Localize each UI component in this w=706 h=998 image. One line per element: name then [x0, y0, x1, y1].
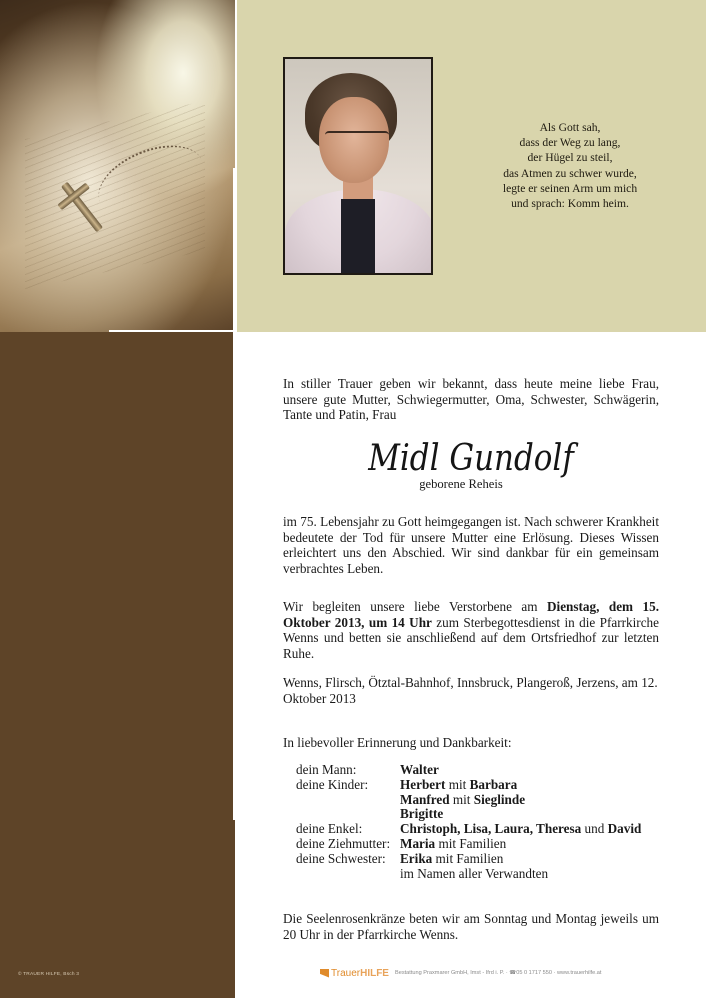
family-name: Brigitte [400, 806, 444, 822]
rosary-note: Die Seelenrosenkränze beten wir am Sonntag und Montag jeweils um 20 Uhr in der Pfarrkirche Wenns. [283, 911, 659, 942]
family-label: deine Ziehmutter: [296, 835, 391, 851]
family-row-sister [296, 852, 676, 867]
family-name: Walter [400, 762, 439, 777]
deceased-name-block [283, 438, 659, 492]
death-paragraph: im 75. Lebensjahr zu Gott heimgegangen ist. Nach schwerer Krankheit bedeutete der Tod für unsere Mutter eine Erlösung. Dieses Wissen erleichtert uns den Abschied. Wir sind dankbar für ein gemeinsam verbrachtes Leben. [283, 514, 659, 576]
brown-side-panel [0, 332, 235, 998]
cross-divider-vertical [233, 168, 235, 820]
family-name: Christoph, Lisa, Laura, Theresa [400, 821, 582, 837]
poem-line: und sprach: Komm heim. [511, 197, 629, 211]
family-list [296, 763, 676, 881]
poem-line: dass der Weg zu lang, [519, 136, 621, 150]
family-name: Sieglinde [473, 791, 526, 807]
footer-brand [320, 967, 601, 979]
family-name: Herbert [400, 776, 446, 792]
family-label-empty [296, 807, 400, 822]
family-label: deine Enkel: [296, 821, 363, 837]
deceased-portrait [283, 57, 433, 275]
poem-line: der Hügel zu steil, [527, 151, 613, 165]
family-label: deine Schwester: [296, 850, 386, 866]
places-and-date: Wenns, Flirsch, Ötztal-Bahnhof, Innsbruck, Plangeroß, Jerzens, am 12. Oktober 2013 [283, 675, 658, 706]
family-connector: mit Familien [432, 850, 504, 866]
family-connector: mit [445, 776, 470, 792]
family-label: dein Mann: [296, 762, 357, 777]
family-connector: und [581, 821, 608, 837]
footer-copyright: © TRAUER HILFE, Bsch 3 [18, 972, 80, 977]
poem-line: legte er seinen Arm um mich [502, 181, 638, 195]
cross-divider-horizontal [109, 330, 233, 332]
family-name: Maria [400, 835, 436, 851]
family-connector: mit Familien [435, 835, 507, 851]
poem-line: Als Gott sah, [539, 121, 601, 134]
family-row-relatives [296, 867, 676, 882]
family-name: Barbara [469, 776, 518, 792]
family-row-children [296, 778, 676, 793]
family-label-empty [296, 793, 400, 808]
family-row-children [296, 807, 676, 822]
family-row-husband [296, 763, 676, 778]
brand-name-part2: HILFE [360, 967, 389, 979]
family-name: David [607, 821, 642, 837]
family-label: deine Kinder: [296, 776, 369, 792]
footer-contact-info: Bestattung Praxmarer GmbH, Imst - Ifrd i. P. · ☎05 0 1717 550 · www.trauerhilfe.at [394, 970, 602, 976]
brand-name-part1: Trauer [331, 967, 361, 979]
deceased-name: Midl Gundolf [368, 438, 574, 479]
relatives-line: im Namen aller Verwandten [400, 865, 549, 881]
funeral-prefix: Wir begleiten unsere liebe Verstorbene am [283, 599, 548, 614]
portrait-glasses [325, 131, 389, 147]
family-name: Erika [400, 850, 433, 866]
intro-paragraph: In stiller Trauer geben wir bekannt, dass heute meine liebe Frau, unsere gute Mutter, Schwiegermutter, Oma, Schwester, Schwägerin, Tante und Patin, Frau [283, 376, 659, 422]
funeral-date: Dienstag, dem 15. Oktober 2013, um 14 Uhr [283, 599, 659, 630]
family-label-empty [296, 867, 400, 882]
remembrance-line: In liebevoller Erinnerung und Dankbarkeit: [283, 735, 512, 750]
family-row-grandchildren [296, 822, 676, 837]
funeral-suffix: zum Sterbegottesdienst in die Pfarrkirche Wenns und betten sie anschließend auf dem Ortsfriedhof zur letzten Ruhe. [283, 614, 659, 661]
trauerhilfe-logo-icon [320, 969, 329, 978]
family-name: Manfred [400, 791, 450, 807]
poem-line: das Atmen zu schwer wurde, [503, 166, 637, 180]
portrait-shirt [341, 199, 375, 273]
bible-rose-photo [0, 0, 235, 332]
family-row-children [296, 793, 676, 808]
poem [470, 120, 670, 211]
family-connector: mit [449, 791, 474, 807]
maiden-name: geborene Reheis [419, 477, 503, 491]
family-row-foster-mother [296, 837, 676, 852]
funeral-paragraph [283, 599, 659, 661]
